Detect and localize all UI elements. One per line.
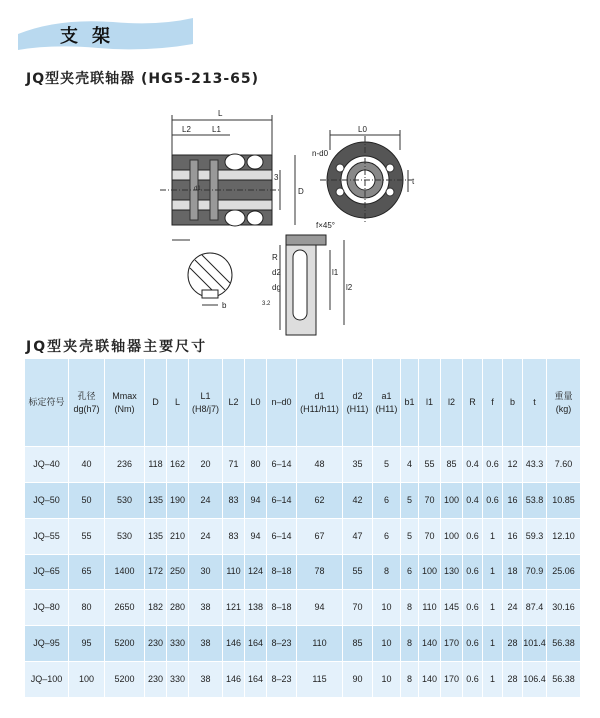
column-header-text: (H8/j7) — [191, 403, 219, 414]
table-cell: 85 — [343, 626, 373, 662]
label-d2: d2 — [272, 268, 281, 277]
table-cell: JQ–50 — [25, 482, 69, 518]
label-R: R — [272, 253, 278, 262]
table-cell: 170 — [441, 626, 463, 662]
table-cell: 50 — [69, 482, 105, 518]
table-cell: 85 — [441, 447, 463, 483]
table-row — [25, 662, 581, 698]
table-cell: 18 — [503, 554, 523, 590]
table-cell: 55 — [419, 447, 441, 483]
column-header — [373, 359, 401, 447]
drawing-subtitle: JQ型夹壳联轴器 (HG5-213-65) — [26, 71, 260, 87]
label-n-d0: n-d0 — [312, 149, 329, 158]
table-cell: 70.9 — [523, 554, 547, 590]
column-header-text: 孔径 — [77, 390, 96, 401]
column-header-text: (H11) — [375, 403, 398, 414]
table-cell: 8–23 — [267, 626, 297, 662]
label-b: b — [222, 301, 227, 310]
column-header-text: a1 — [381, 390, 392, 401]
table-cell: 330 — [167, 626, 189, 662]
column-header — [223, 359, 245, 447]
table-cell: 65 — [69, 554, 105, 590]
column-header — [441, 359, 463, 447]
table-cell: 100 — [441, 482, 463, 518]
label-f45: f×45° — [316, 221, 335, 230]
table-cell: 94 — [245, 482, 267, 518]
label-L: L — [218, 109, 223, 118]
column-header-text: f — [491, 397, 494, 407]
side-view — [160, 109, 304, 240]
column-header-text: R — [469, 397, 476, 407]
column-header-text: d1 — [314, 390, 325, 401]
column-header-text: 重量 — [554, 390, 573, 401]
table-cell: 0.4 — [463, 447, 483, 483]
table-row — [25, 554, 581, 590]
column-header-text: dg(h7) — [73, 403, 100, 414]
table-row — [25, 518, 581, 554]
table-cell: 146 — [223, 662, 245, 698]
table-cell: 8 — [401, 662, 419, 698]
table-cell: JQ–100 — [25, 662, 69, 698]
label-dg: dg — [272, 283, 281, 292]
table-cell: 110 — [419, 590, 441, 626]
coupling-drawing — [150, 100, 450, 340]
column-header-text: Mmax — [112, 390, 137, 401]
column-header-text: b — [509, 397, 515, 407]
table-cell: 42 — [343, 482, 373, 518]
column-header — [189, 359, 223, 447]
table-cell: 56.38 — [547, 626, 581, 662]
table-cell: 162 — [167, 447, 189, 483]
table-cell: 7.60 — [547, 447, 581, 483]
table-cell: 28 — [503, 662, 523, 698]
table-cell: 210 — [167, 518, 189, 554]
table-cell: 90 — [343, 662, 373, 698]
section-banner — [18, 14, 193, 52]
table-cell: 28 — [503, 626, 523, 662]
table-cell: 70 — [419, 518, 441, 554]
column-header — [523, 359, 547, 447]
shaft-view — [262, 221, 353, 335]
end-view — [312, 125, 415, 224]
column-header — [25, 359, 69, 447]
table-cell: 110 — [297, 626, 343, 662]
column-header-text: L2 — [228, 397, 239, 407]
table-cell: 118 — [145, 447, 167, 483]
table-subtitle: JQ型夹壳联轴器主要尺寸 — [26, 339, 208, 355]
table-cell: 70 — [419, 482, 441, 518]
table-cell: 59.3 — [523, 518, 547, 554]
label-3-2: 3.2 — [262, 301, 271, 307]
column-header-text: (kg) — [555, 403, 572, 414]
table-cell: 55 — [343, 554, 373, 590]
table-cell: 80 — [245, 447, 267, 483]
column-header — [267, 359, 297, 447]
table-cell: 6 — [373, 518, 401, 554]
table-cell: 8–18 — [267, 554, 297, 590]
table-cell: 330 — [167, 662, 189, 698]
key-section-view — [188, 253, 232, 310]
column-header — [547, 359, 581, 447]
column-header-text: t — [533, 397, 536, 407]
table-cell: 83 — [223, 518, 245, 554]
table-cell: 110 — [223, 554, 245, 590]
column-header — [145, 359, 167, 447]
table-cell: 53.8 — [523, 482, 547, 518]
table-cell: 47 — [343, 518, 373, 554]
table-cell: JQ–80 — [25, 590, 69, 626]
table-cell: 8 — [373, 554, 401, 590]
table-cell: 140 — [419, 626, 441, 662]
column-header-text: n–d0 — [271, 397, 292, 407]
table-cell: 280 — [167, 590, 189, 626]
table-cell: 10.85 — [547, 482, 581, 518]
table-header — [25, 359, 581, 447]
table-cell: 230 — [145, 662, 167, 698]
table-cell: 5200 — [105, 662, 145, 698]
table-cell: 95 — [69, 626, 105, 662]
label-3: 3 — [274, 173, 279, 182]
column-header-text: L0 — [250, 397, 261, 407]
table-cell: 30.16 — [547, 590, 581, 626]
table-cell: 20 — [189, 447, 223, 483]
label-L1: L1 — [212, 125, 221, 134]
section-title: 支架 — [60, 26, 124, 47]
column-header-text: l2 — [447, 397, 455, 407]
table-cell: 530 — [105, 518, 145, 554]
table-cell: 145 — [441, 590, 463, 626]
table-row — [25, 626, 581, 662]
table-cell: 0.6 — [463, 590, 483, 626]
table-cell: 0.6 — [483, 447, 503, 483]
table-body — [25, 447, 581, 698]
table-cell: 190 — [167, 482, 189, 518]
column-header — [483, 359, 503, 447]
table-cell: 164 — [245, 662, 267, 698]
table-cell: 121 — [223, 590, 245, 626]
table-cell: 140 — [419, 662, 441, 698]
table-cell: 38 — [189, 626, 223, 662]
table-cell: 24 — [503, 590, 523, 626]
table-cell: 100 — [441, 518, 463, 554]
label-D: D — [298, 187, 304, 196]
column-header — [167, 359, 189, 447]
table-cell: 250 — [167, 554, 189, 590]
table-cell: 12 — [503, 447, 523, 483]
table-cell: 1 — [483, 626, 503, 662]
table-cell: 0.6 — [463, 518, 483, 554]
table-row — [25, 447, 581, 483]
table-cell: 87.4 — [523, 590, 547, 626]
table-cell: 16 — [503, 482, 523, 518]
table-cell: 10 — [373, 626, 401, 662]
table-cell: 0.6 — [483, 482, 503, 518]
table-cell: 55 — [69, 518, 105, 554]
table-cell: 100 — [69, 662, 105, 698]
table-cell: JQ–55 — [25, 518, 69, 554]
table-cell: 80 — [69, 590, 105, 626]
table-cell: 5 — [401, 482, 419, 518]
table-cell: 6–14 — [267, 518, 297, 554]
table-cell: 43.3 — [523, 447, 547, 483]
label-L0: L0 — [358, 125, 367, 134]
table-cell: 5200 — [105, 626, 145, 662]
column-header-text: L — [174, 397, 180, 407]
column-header — [297, 359, 343, 447]
table-cell: 182 — [145, 590, 167, 626]
table-cell: 1 — [483, 662, 503, 698]
label-d1: d1 — [194, 186, 201, 192]
table-cell: 38 — [189, 662, 223, 698]
column-header-text: d2 — [352, 390, 363, 401]
table-cell: 115 — [297, 662, 343, 698]
dimensions-table — [24, 358, 581, 698]
table-cell: 230 — [145, 626, 167, 662]
table-cell: 10 — [373, 662, 401, 698]
table-cell: 56.38 — [547, 662, 581, 698]
table-cell: 40 — [69, 447, 105, 483]
table-cell: 101.4 — [523, 626, 547, 662]
table-cell: 0.6 — [463, 662, 483, 698]
column-header — [419, 359, 441, 447]
table-cell: 138 — [245, 590, 267, 626]
column-header-text: l1 — [425, 397, 433, 407]
table-cell: 71 — [223, 447, 245, 483]
table-cell: 67 — [297, 518, 343, 554]
table-cell: 94 — [297, 590, 343, 626]
label-l1: l1 — [332, 268, 339, 277]
table-cell: 135 — [145, 482, 167, 518]
table-cell: 35 — [343, 447, 373, 483]
table-cell: JQ–95 — [25, 626, 69, 662]
table-cell: 130 — [441, 554, 463, 590]
table-cell: 8 — [401, 626, 419, 662]
column-header — [69, 359, 105, 447]
table-cell: 62 — [297, 482, 343, 518]
table-cell: 164 — [245, 626, 267, 662]
table-cell: 124 — [245, 554, 267, 590]
column-header-text: 标定符号 — [28, 397, 65, 407]
table-cell: 10 — [373, 590, 401, 626]
table-cell: 8 — [401, 590, 419, 626]
table-cell: 38 — [189, 590, 223, 626]
table-cell: 4 — [401, 447, 419, 483]
column-header — [401, 359, 419, 447]
table-cell: 5 — [401, 518, 419, 554]
table-cell: 1400 — [105, 554, 145, 590]
table-cell: 1 — [483, 554, 503, 590]
table-cell: 0.6 — [463, 554, 483, 590]
table-cell: 1 — [483, 518, 503, 554]
table-cell: 530 — [105, 482, 145, 518]
table-row — [25, 590, 581, 626]
table-cell: 106.4 — [523, 662, 547, 698]
table-cell: 6–14 — [267, 447, 297, 483]
table-cell: JQ–65 — [25, 554, 69, 590]
column-header — [245, 359, 267, 447]
table-cell: 78 — [297, 554, 343, 590]
table-cell: 30 — [189, 554, 223, 590]
table-cell: 24 — [189, 482, 223, 518]
table-cell: 100 — [419, 554, 441, 590]
column-header — [343, 359, 373, 447]
table-cell: 236 — [105, 447, 145, 483]
table-cell: 1 — [483, 590, 503, 626]
table-cell: 170 — [441, 662, 463, 698]
column-header-text: b1 — [404, 397, 415, 407]
column-header-text: D — [152, 397, 159, 407]
table-cell: 6 — [401, 554, 419, 590]
table-cell: 16 — [503, 518, 523, 554]
column-header-text: L1 — [200, 390, 211, 401]
column-header-text: (H11) — [346, 403, 369, 414]
column-header — [463, 359, 483, 447]
table-cell: 2650 — [105, 590, 145, 626]
column-header — [503, 359, 523, 447]
column-header — [105, 359, 145, 447]
table-cell: 8–18 — [267, 590, 297, 626]
table-row — [25, 482, 581, 518]
table-cell: 70 — [343, 590, 373, 626]
table-cell: 83 — [223, 482, 245, 518]
table-cell: 24 — [189, 518, 223, 554]
table-cell: 12.10 — [547, 518, 581, 554]
dimensions-table-wrapper — [24, 358, 580, 698]
column-header-text: (Nm) — [114, 403, 135, 414]
table-cell: 135 — [145, 518, 167, 554]
table-cell: 172 — [145, 554, 167, 590]
table-cell: 0.4 — [463, 482, 483, 518]
table-cell: 146 — [223, 626, 245, 662]
table-cell: JQ–40 — [25, 447, 69, 483]
table-cell: 5 — [373, 447, 401, 483]
table-cell: 0.6 — [463, 626, 483, 662]
label-L2: L2 — [182, 125, 191, 134]
label-t: t — [412, 177, 415, 186]
table-cell: 6–14 — [267, 482, 297, 518]
table-cell: 6 — [373, 482, 401, 518]
table-cell: 94 — [245, 518, 267, 554]
table-cell: 8–23 — [267, 662, 297, 698]
table-cell: 25.06 — [547, 554, 581, 590]
label-l2: l2 — [346, 283, 353, 292]
table-cell: 48 — [297, 447, 343, 483]
column-header-text: (H11/h11) — [300, 403, 339, 414]
